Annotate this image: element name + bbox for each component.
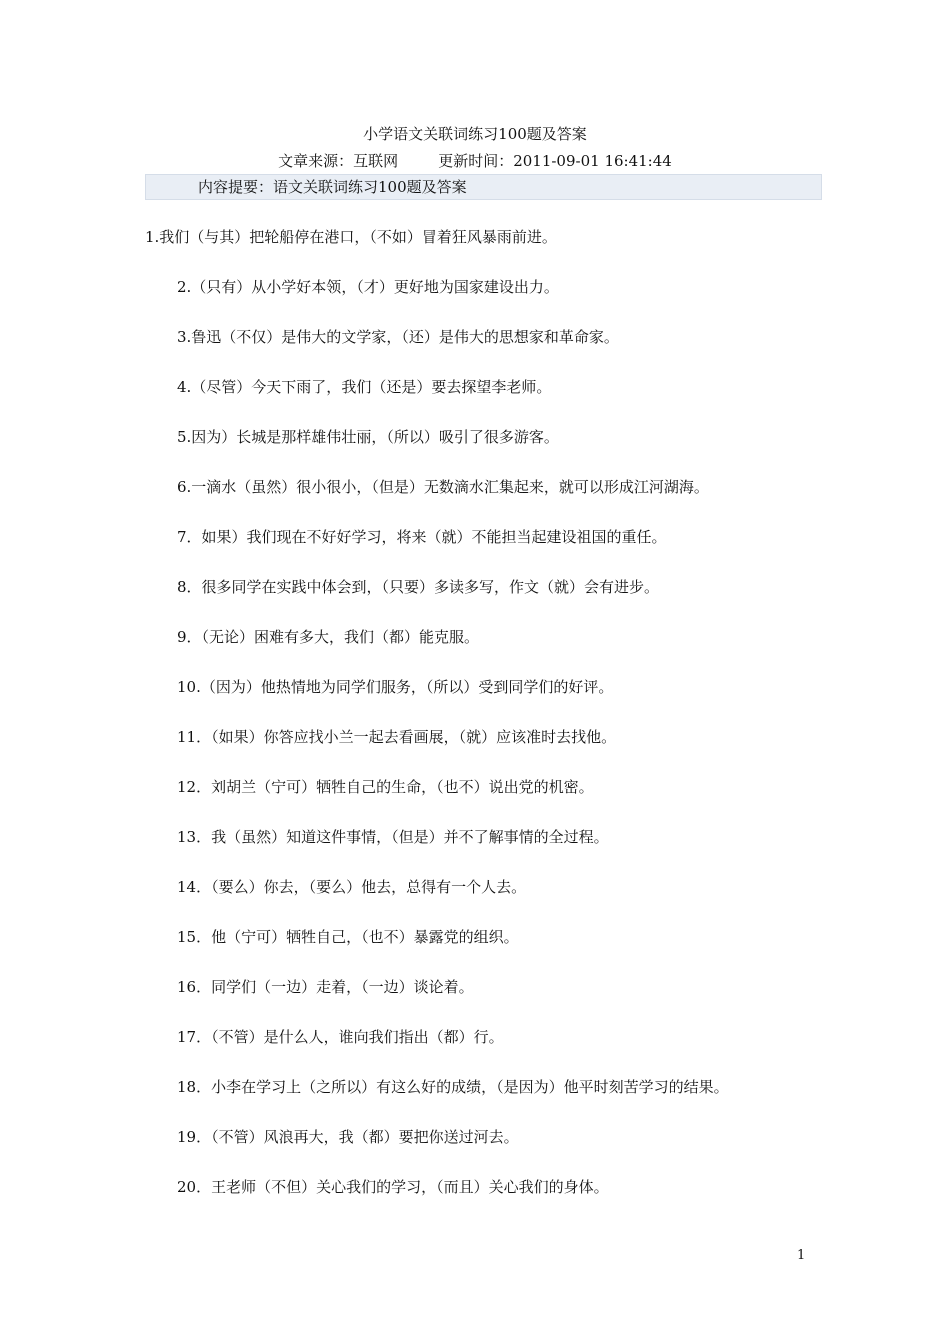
update-time-label: 更新时间：2011-09-01 16:41:44 bbox=[438, 152, 672, 170]
question-item: 19．（不管）风浪再大，我（都）要把你送过河去。 bbox=[177, 1128, 519, 1146]
question-item: 16．同学们（一边）走着，（一边）谈论着。 bbox=[177, 978, 474, 996]
question-item: 8．很多同学在实践中体会到，（只要）多读多写，作文（就）会有进步。 bbox=[177, 578, 660, 596]
question-item: 3.鲁迅（不仅）是伟大的文学家，（还）是伟大的思想家和革命家。 bbox=[177, 328, 619, 346]
question-item: 12．刘胡兰（宁可）牺牲自己的生命，（也不）说出党的机密。 bbox=[177, 778, 594, 796]
question-item: 7．如果）我们现在不好好学习，将来（就）不能担当起建设祖国的重任。 bbox=[177, 528, 667, 546]
page-number: 1 bbox=[797, 1248, 806, 1263]
question-item: 17．（不管）是什么人，谁向我们指出（都）行。 bbox=[177, 1028, 504, 1046]
question-item: 14．（要么）你去，（要么）他去，总得有一个人去。 bbox=[177, 878, 527, 896]
question-item: 9．（无论）困难有多大，我们（都）能克服。 bbox=[177, 628, 480, 646]
question-item: 20．王老师（不但）关心我们的学习，（而且）关心我们的身体。 bbox=[177, 1178, 609, 1196]
question-item: 2.（只有）从小学好本领，（才）更好地为国家建设出力。 bbox=[177, 278, 559, 296]
document-title: 小学语文关联词练习100题及答案 bbox=[363, 125, 587, 143]
summary-text: 内容提要：语文关联词练习100题及答案 bbox=[198, 178, 467, 196]
question-item: 4.（尽管）今天下雨了，我们（还是）要去探望李老师。 bbox=[177, 378, 552, 396]
source-label: 文章来源：互联网 bbox=[278, 152, 399, 170]
document-meta bbox=[0, 151, 950, 171]
question-item: 13．我（虽然）知道这件事情，（但是）并不了解事情的全过程。 bbox=[177, 828, 609, 846]
question-item: 1.我们（与其）把轮船停在港口，（不如）冒着狂风暴雨前进。 bbox=[145, 228, 557, 246]
summary-box bbox=[145, 174, 822, 200]
question-item: 6.一滴水（虽然）很小很小，（但是）无数滴水汇集起来，就可以形成江河湖海。 bbox=[177, 478, 709, 496]
question-item: 15．他（宁可）牺牲自己，（也不）暴露党的组织。 bbox=[177, 928, 519, 946]
question-item: 11．（如果）你答应找小兰一起去看画展，（就）应该准时去找他。 bbox=[177, 728, 617, 746]
question-item: 10.（因为）他热情地为同学们服务，（所以）受到同学们的好评。 bbox=[177, 678, 614, 696]
question-item: 18．小李在学习上（之所以）有这么好的成绩，（是因为）他平时刻苦学习的结果。 bbox=[177, 1078, 729, 1096]
question-item: 5.因为）长城是那样雄伟壮丽，（所以）吸引了很多游客。 bbox=[177, 428, 559, 446]
